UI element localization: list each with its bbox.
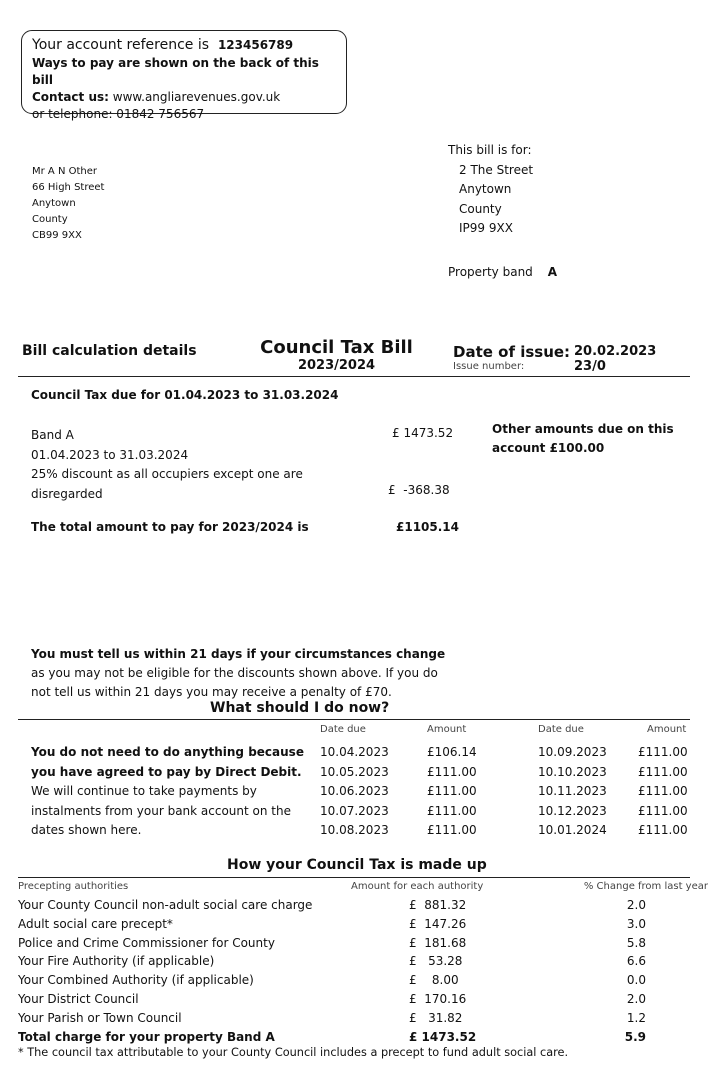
contact-telephone: or telephone: 01842 756567	[32, 107, 205, 121]
authority-change: 2.0	[626, 991, 646, 1006]
amount-header: Amount	[647, 724, 687, 735]
calculation-line: 25% discount as all occupiers except one are	[31, 467, 303, 481]
breakdown-header-row	[18, 880, 708, 896]
band-amount: £ 1473.52	[392, 426, 454, 440]
authority-change: 6.6	[626, 954, 646, 969]
authority-amount: £ 881.32	[409, 898, 467, 912]
property-address-line: County	[459, 201, 502, 216]
direct-debit-text	[31, 743, 321, 841]
breakdown-table	[18, 880, 708, 1046]
instalment-amount: £111.00	[427, 803, 477, 818]
column-header: Precepting authorities	[18, 881, 129, 892]
authority-name: Your Combined Authority (if applicable)	[18, 973, 254, 988]
table-row	[18, 1009, 708, 1028]
total-charge-label: Total charge for your property Band A	[18, 1029, 275, 1044]
table-row	[18, 952, 708, 971]
recipient-line: 66 High Street	[32, 182, 105, 193]
authority-name: Your Fire Authority (if applicable)	[18, 954, 215, 969]
date-due-header: Date due	[538, 724, 584, 735]
authority-amount: £ 31.82	[409, 1010, 463, 1025]
discount-amount: £ -368.38	[388, 483, 450, 497]
instalment-date: 10.12.2023	[538, 803, 607, 818]
instalment-amount: £111.00	[638, 823, 688, 837]
instalment-date: 10.04.2023	[320, 745, 389, 759]
total-amount-label: The total amount to pay for 2023/2024 is	[31, 520, 309, 534]
direct-debit-info: We will continue to take payments by instalments from your bank account on the dates shown here.	[31, 784, 291, 837]
what-should-i-do-heading: What should I do now?	[210, 700, 390, 716]
instalment-dates-col1	[320, 743, 389, 841]
date-of-issue-label: Date of issue:	[453, 343, 571, 361]
recipient-address	[32, 164, 104, 244]
table-row	[18, 915, 708, 934]
instalment-amount: £111.00	[427, 823, 477, 837]
bill-calculation-heading: Bill calculation details	[22, 343, 197, 359]
instalment-dates-col2	[538, 743, 607, 841]
authority-change: 0.0	[626, 973, 646, 988]
table-row	[18, 896, 708, 915]
bill-for-label: This bill is for:	[448, 143, 532, 157]
table-row	[18, 990, 708, 1009]
table-row	[18, 934, 708, 953]
issue-number-value: 23/0	[574, 359, 606, 374]
issue-number-label: Issue number:	[453, 361, 525, 372]
charge-period: Council Tax due for 01.04.2023 to 31.03.2024	[31, 388, 339, 402]
authority-amount: £ 170.16	[409, 991, 467, 1006]
authority-name: Your District Council	[18, 991, 139, 1006]
calculation-line: 01.04.2023 to 31.03.2024	[31, 447, 189, 462]
instalment-amount: £111.00	[638, 803, 688, 818]
table-row	[18, 971, 708, 990]
recipient-line: Anytown	[32, 198, 76, 209]
property-address-line: Anytown	[459, 182, 512, 196]
instalment-date: 10.09.2023	[538, 745, 607, 759]
property-band-label: Property band	[448, 265, 533, 279]
instalment-amounts-col1	[427, 743, 477, 841]
total-row	[18, 1028, 708, 1047]
authority-name: Police and Crime Commissioner for County	[18, 935, 275, 950]
instalment-date: 10.05.2023	[320, 764, 389, 779]
calculation-line: disregarded	[31, 486, 103, 501]
page-title: Council Tax Bill	[260, 337, 413, 358]
instalment-amount: £111.00	[427, 764, 477, 779]
calculation-lines	[31, 426, 303, 504]
instalment-amount: £111.00	[638, 784, 688, 798]
amount-header: Amount	[427, 724, 467, 735]
circumstances-notice	[31, 645, 451, 702]
property-address-line: IP99 9XX	[459, 221, 513, 235]
notice-bold-text: You must tell us within 21 days if your circumstances change	[31, 647, 446, 661]
total-charge-amount: £ 1473.52	[409, 1029, 477, 1044]
divider	[18, 877, 690, 878]
authority-change: 5.8	[626, 935, 646, 950]
account-ref-label: Your account reference is	[32, 37, 210, 53]
property-band	[448, 265, 557, 279]
authority-change: 3.0	[626, 916, 646, 931]
account-ref-value: 123456789	[217, 38, 294, 52]
notice-text: as you may not be eligible for the discounts shown above. If you do not tell us within 21 days you may receive a penalty of £70.	[31, 666, 438, 699]
column-header: % Change from last year	[583, 881, 708, 892]
account-reference-box	[21, 30, 347, 121]
authority-amount: £ 181.68	[409, 935, 467, 950]
instalment-date: 10.11.2023	[538, 784, 607, 798]
property-address-line: 2 The Street	[459, 162, 534, 177]
instalment-amounts-col2	[638, 743, 688, 841]
direct-debit-bold-text: You do not need to do anything because you have agreed to pay by Direct Debit.	[31, 745, 304, 779]
divider	[18, 376, 690, 377]
authority-amount: £ 8.00	[409, 973, 459, 988]
bill-year: 2023/2024	[297, 358, 376, 373]
authority-name: Adult social care precept*	[18, 916, 173, 931]
footnote: * The council tax attributable to your County Council includes a precept to fund adult social care.	[18, 1046, 569, 1059]
contact-label: Contact us:	[32, 90, 109, 104]
other-amounts-due: Other amounts due on this account £100.00	[492, 422, 674, 455]
instalment-date: 10.06.2023	[320, 784, 389, 798]
instalment-amount: £111.00	[638, 745, 688, 759]
column-header: Amount for each authority	[351, 881, 484, 892]
bill-title-block	[255, 338, 418, 373]
date-due-header: Date due	[320, 724, 366, 735]
instalment-date: 10.08.2023	[320, 823, 389, 837]
total-charge-change: 5.9	[624, 1029, 646, 1044]
calculation-line: Band A	[31, 428, 74, 442]
recipient-line: County	[32, 214, 68, 225]
divider	[18, 719, 690, 720]
property-address	[448, 141, 533, 239]
account-reference-line	[32, 35, 336, 55]
authority-amount: £ 53.28	[409, 954, 463, 969]
ways-to-pay-note: Ways to pay are shown on the back of this bill	[32, 56, 319, 87]
instalment-amount: £111.00	[427, 784, 477, 798]
authority-change: 1.2	[626, 1010, 646, 1025]
recipient-line: CB99 9XX	[32, 230, 82, 241]
instalment-date: 10.01.2024	[538, 823, 607, 837]
authority-amount: £ 147.26	[409, 916, 467, 931]
breakdown-heading: How your Council Tax is made up	[227, 857, 487, 873]
authority-change: 2.0	[626, 898, 646, 912]
contact-website-link[interactable]: www.angliarevenues.gov.uk	[112, 90, 281, 104]
instalment-amount: £106.14	[427, 745, 477, 759]
authority-name: Your County Council non-adult social care charge	[18, 898, 313, 912]
instalment-amount: £111.00	[638, 764, 688, 779]
recipient-line: Mr A N Other	[32, 166, 97, 177]
property-band-value: A	[547, 265, 558, 279]
instalment-date: 10.07.2023	[320, 803, 389, 818]
authority-name: Your Parish or Town Council	[18, 1010, 182, 1025]
date-of-issue-value: 20.02.2023	[574, 344, 657, 359]
instalment-date: 10.10.2023	[538, 764, 607, 779]
total-amount-value: £1105.14	[396, 520, 460, 534]
